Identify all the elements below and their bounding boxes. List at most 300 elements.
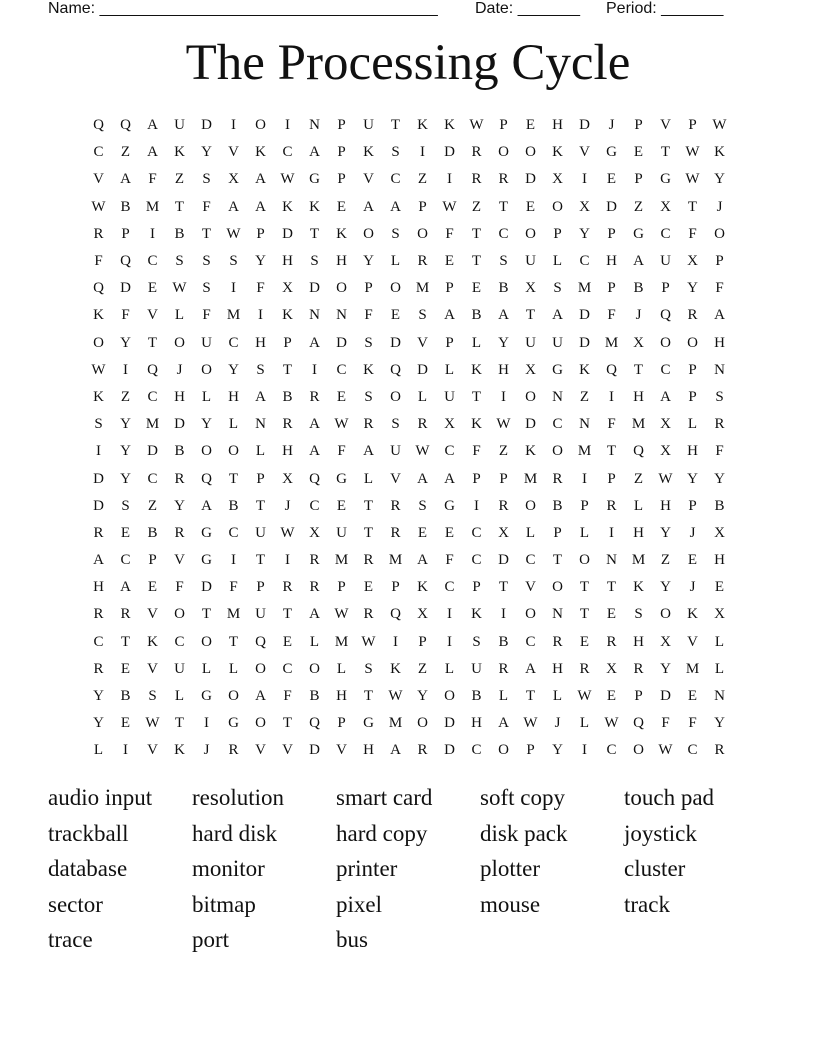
- grid-letter: L: [363, 470, 374, 487]
- grid-letter: F: [607, 307, 616, 324]
- grid-row: [85, 520, 735, 547]
- grid-letter: B: [498, 633, 509, 650]
- grid-letter: U: [255, 524, 266, 541]
- grid-letter: L: [201, 388, 212, 405]
- grid-letter: P: [499, 117, 508, 134]
- grid-letter: W: [145, 715, 160, 732]
- grid-letter: M: [631, 552, 646, 569]
- grid-letter: I: [447, 633, 452, 650]
- grid-letter: Z: [417, 171, 428, 188]
- grid-letter: Z: [633, 470, 644, 487]
- grid-row: [85, 275, 735, 302]
- grid-letter: U: [525, 253, 536, 270]
- grid-letter: H: [336, 688, 347, 705]
- grid-letter: W: [658, 742, 673, 759]
- grid-letter: M: [631, 416, 646, 433]
- grid-row: [85, 629, 735, 656]
- grid-letter: K: [174, 144, 185, 161]
- grid-letter: V: [255, 742, 266, 759]
- grid-letter: T: [174, 715, 185, 732]
- grid-letter: T: [174, 198, 185, 215]
- grid-letter: Q: [309, 470, 320, 487]
- grid-letter: C: [525, 633, 536, 650]
- date-field: Date: _______: [475, 0, 580, 17]
- grid-letter: F: [202, 198, 211, 215]
- grid-letter: W: [469, 117, 484, 134]
- grid-letter: I: [96, 443, 101, 460]
- grid-letter: A: [309, 144, 320, 161]
- grid-letter: F: [715, 280, 724, 297]
- grid-letter: W: [415, 443, 430, 460]
- grid-letter: U: [336, 524, 347, 541]
- grid-letter: P: [337, 117, 346, 134]
- grid-letter: D: [336, 334, 347, 351]
- grid-letter: T: [201, 606, 212, 623]
- grid-letter: R: [93, 524, 104, 541]
- grid-letter: V: [687, 633, 698, 650]
- grid-letter: T: [552, 552, 563, 569]
- grid-letter: K: [579, 361, 590, 378]
- grid-letter: V: [282, 742, 293, 759]
- grid-letter: Q: [93, 280, 104, 297]
- grid-letter: F: [202, 307, 211, 324]
- grid-letter: T: [255, 497, 266, 514]
- grid-letter: O: [93, 334, 104, 351]
- word-list-item: disk pack: [480, 820, 568, 846]
- grid-row: [85, 248, 735, 275]
- grid-row: [85, 656, 735, 683]
- grid-letter: D: [93, 470, 104, 487]
- grid-letter: T: [471, 253, 482, 270]
- grid-letter: V: [336, 742, 347, 759]
- grid-letter: M: [388, 715, 403, 732]
- grid-letter: M: [685, 660, 700, 677]
- grid-letter: E: [417, 524, 428, 541]
- grid-letter: O: [228, 688, 239, 705]
- grid-letter: Z: [660, 552, 671, 569]
- grid-letter: I: [447, 606, 452, 623]
- grid-letter: Y: [552, 742, 563, 759]
- grid-letter: M: [334, 552, 349, 569]
- grid-letter: A: [309, 334, 320, 351]
- grid-letter: I: [204, 715, 209, 732]
- grid-letter: A: [390, 198, 401, 215]
- grid-letter: M: [145, 198, 160, 215]
- grid-letter: W: [577, 688, 592, 705]
- grid-letter: G: [660, 171, 671, 188]
- grid-letter: X: [633, 334, 644, 351]
- grid-letter: B: [174, 225, 185, 242]
- grid-letter: M: [334, 633, 349, 650]
- grid-letter: X: [714, 606, 725, 623]
- grid-letter: Q: [660, 307, 671, 324]
- grid-letter: L: [714, 633, 725, 650]
- grid-letter: C: [471, 742, 482, 759]
- grid-letter: B: [282, 388, 293, 405]
- grid-letter: T: [363, 524, 374, 541]
- grid-letter: R: [309, 579, 320, 596]
- grid-row: [85, 194, 735, 221]
- grid-letter: R: [363, 416, 374, 433]
- grid-letter: Z: [498, 443, 509, 460]
- grid-letter: E: [714, 579, 725, 596]
- grid-letter: O: [201, 443, 212, 460]
- grid-letter: H: [282, 253, 293, 270]
- grid-letter: T: [471, 388, 482, 405]
- grid-letter: H: [363, 742, 374, 759]
- grid-letter: E: [606, 171, 617, 188]
- grid-letter: H: [336, 253, 347, 270]
- grid-letter: P: [472, 579, 481, 596]
- grid-row: [85, 438, 735, 465]
- word-list: [48, 780, 768, 958]
- grid-letter: R: [93, 660, 104, 677]
- grid-letter: K: [363, 361, 374, 378]
- grid-letter: L: [444, 660, 455, 677]
- grid-letter: L: [471, 334, 482, 351]
- grid-letter: H: [552, 660, 563, 677]
- grid-letter: P: [337, 144, 346, 161]
- grid-letter: A: [255, 688, 266, 705]
- grid-letter: N: [309, 117, 320, 134]
- grid-letter: C: [93, 144, 104, 161]
- grid-letter: U: [525, 334, 536, 351]
- grid-letter: Q: [390, 606, 401, 623]
- grid-letter: S: [418, 307, 427, 324]
- grid-letter: T: [579, 606, 590, 623]
- grid-letter: G: [201, 688, 212, 705]
- grid-letter: W: [658, 470, 673, 487]
- grid-letter: P: [256, 225, 265, 242]
- grid-letter: U: [201, 334, 212, 351]
- grid-letter: R: [498, 660, 509, 677]
- grid-letter: D: [309, 742, 320, 759]
- grid-letter: I: [285, 117, 290, 134]
- grid-letter: V: [147, 742, 158, 759]
- grid-letter: H: [714, 552, 725, 569]
- grid-letter: L: [417, 388, 428, 405]
- grid-letter: T: [390, 117, 401, 134]
- word-list-item: joystick: [624, 820, 697, 846]
- grid-row: [85, 384, 735, 411]
- grid-letter: V: [147, 606, 158, 623]
- grid-letter: P: [148, 552, 157, 569]
- grid-letter: U: [174, 660, 185, 677]
- grid-letter: H: [174, 388, 185, 405]
- grid-letter: U: [255, 606, 266, 623]
- grid-letter: N: [579, 416, 590, 433]
- grid-letter: K: [714, 144, 725, 161]
- grid-letter: W: [91, 361, 106, 378]
- grid-letter: L: [552, 688, 563, 705]
- grid-letter: H: [633, 524, 644, 541]
- period-field: Period: _______: [606, 0, 724, 17]
- grid-letter: V: [363, 171, 374, 188]
- grid-letter: V: [525, 579, 536, 596]
- grid-row: [85, 683, 735, 710]
- grid-letter: D: [282, 225, 293, 242]
- grid-letter: D: [390, 334, 401, 351]
- grid-row: [85, 330, 735, 357]
- grid-letter: L: [390, 253, 401, 270]
- grid-letter: I: [231, 117, 236, 134]
- grid-letter: S: [202, 171, 211, 188]
- grid-letter: K: [552, 144, 563, 161]
- grid-letter: H: [255, 334, 266, 351]
- grid-letter: W: [712, 117, 727, 134]
- grid-letter: C: [282, 660, 293, 677]
- grid-letter: X: [525, 361, 536, 378]
- grid-letter: C: [147, 470, 158, 487]
- grid-letter: O: [579, 552, 590, 569]
- grid-letter: L: [228, 416, 239, 433]
- word-list-item: database: [48, 856, 128, 882]
- grid-letter: O: [444, 688, 455, 705]
- word-list-item: hard copy: [336, 820, 428, 846]
- grid-letter: R: [363, 606, 374, 623]
- grid-letter: H: [606, 253, 617, 270]
- grid-row: [85, 302, 735, 329]
- grid-letter: P: [688, 117, 697, 134]
- grid-letter: O: [687, 334, 698, 351]
- grid-letter: A: [255, 388, 266, 405]
- grid-letter: M: [523, 470, 538, 487]
- grid-letter: N: [336, 307, 347, 324]
- grid-letter: N: [552, 388, 563, 405]
- word-list-item: soft copy: [480, 785, 565, 810]
- grid-letter: T: [579, 579, 590, 596]
- grid-letter: K: [687, 606, 698, 623]
- grid-letter: E: [606, 606, 617, 623]
- grid-letter: Y: [93, 688, 104, 705]
- grid-letter: P: [553, 524, 562, 541]
- grid-letter: H: [552, 117, 563, 134]
- grid-letter: P: [337, 715, 346, 732]
- grid-letter: V: [228, 144, 239, 161]
- grid-letter: C: [390, 171, 401, 188]
- grid-letter: A: [120, 171, 131, 188]
- grid-letter: N: [309, 307, 320, 324]
- grid-letter: Y: [498, 334, 509, 351]
- grid-letter: C: [660, 225, 671, 242]
- grid-letter: E: [579, 633, 590, 650]
- grid-letter: T: [120, 633, 131, 650]
- grid-letter: O: [552, 579, 563, 596]
- grid-letter: P: [472, 470, 481, 487]
- grid-letter: K: [282, 307, 293, 324]
- grid-letter: K: [255, 144, 266, 161]
- grid-letter: W: [388, 688, 403, 705]
- grid-letter: F: [364, 307, 373, 324]
- grid-letter: F: [607, 416, 616, 433]
- grid-letter: M: [577, 443, 592, 460]
- grid-letter: R: [714, 416, 725, 433]
- grid-letter: L: [228, 660, 239, 677]
- grid-letter: M: [415, 280, 430, 297]
- grid-letter: D: [498, 552, 509, 569]
- grid-letter: A: [309, 416, 320, 433]
- grid-letter: Q: [93, 117, 104, 134]
- grid-letter: M: [577, 280, 592, 297]
- grid-letter: B: [174, 443, 185, 460]
- grid-letter: P: [283, 334, 292, 351]
- grid-letter: X: [309, 524, 320, 541]
- grid-letter: S: [148, 688, 157, 705]
- grid-letter: E: [336, 198, 347, 215]
- grid-letter: P: [391, 579, 400, 596]
- grid-letter: Z: [147, 497, 158, 514]
- grid-letter: X: [525, 280, 536, 297]
- grid-letter: P: [607, 225, 616, 242]
- grid-letter: D: [174, 416, 185, 433]
- grid-letter: I: [582, 470, 587, 487]
- grid-letter: X: [552, 171, 563, 188]
- grid-letter: A: [228, 198, 239, 215]
- grid-letter: R: [579, 660, 590, 677]
- grid-letter: E: [525, 117, 536, 134]
- grid-letter: H: [714, 334, 725, 351]
- grid-letter: R: [309, 388, 320, 405]
- grid-letter: N: [714, 361, 725, 378]
- grid-letter: V: [390, 470, 401, 487]
- grid-row: [85, 601, 735, 628]
- grid-letter: A: [390, 742, 401, 759]
- grid-letter: C: [444, 443, 455, 460]
- grid-letter: M: [604, 334, 619, 351]
- grid-letter: S: [175, 253, 184, 270]
- word-list-item: sector: [48, 891, 103, 917]
- grid-letter: E: [633, 144, 644, 161]
- grid-letter: A: [201, 497, 212, 514]
- grid-letter: F: [229, 579, 238, 596]
- grid-letter: R: [552, 633, 563, 650]
- grid-letter: T: [660, 144, 671, 161]
- grid-letter: I: [609, 388, 614, 405]
- grid-letter: A: [147, 144, 158, 161]
- grid-letter: Z: [471, 198, 482, 215]
- grid-letter: B: [498, 280, 509, 297]
- grid-letter: V: [660, 117, 671, 134]
- grid-letter: H: [498, 361, 509, 378]
- grid-letter: K: [390, 660, 401, 677]
- grid-letter: R: [228, 742, 239, 759]
- grid-letter: Y: [714, 715, 725, 732]
- grid-letter: Q: [255, 633, 266, 650]
- grid-letter: U: [363, 117, 374, 134]
- grid-letter: L: [579, 715, 590, 732]
- grid-letter: Q: [120, 253, 131, 270]
- grid-letter: K: [336, 225, 347, 242]
- word-list-item: track: [624, 891, 670, 917]
- grid-letter: K: [471, 416, 482, 433]
- grid-row: [85, 221, 735, 248]
- word-list-item: cluster: [624, 856, 686, 882]
- grid-letter: I: [501, 388, 506, 405]
- grid-letter: D: [579, 334, 590, 351]
- grid-letter: G: [552, 361, 563, 378]
- grid-letter: R: [417, 253, 428, 270]
- grid-letter: D: [606, 198, 617, 215]
- grid-letter: B: [471, 688, 482, 705]
- grid-letter: O: [336, 280, 347, 297]
- grid-letter: W: [334, 416, 349, 433]
- grid-letter: J: [284, 497, 291, 514]
- word-list-item: bitmap: [192, 891, 256, 917]
- grid-letter: I: [474, 497, 479, 514]
- grid-letter: T: [606, 443, 617, 460]
- grid-letter: M: [226, 307, 241, 324]
- grid-letter: E: [336, 497, 347, 514]
- grid-letter: F: [688, 715, 697, 732]
- grid-letter: Q: [390, 361, 401, 378]
- grid-letter: U: [471, 660, 482, 677]
- grid-letter: A: [147, 117, 158, 134]
- letter-grid: [85, 112, 735, 765]
- grid-letter: M: [226, 606, 241, 623]
- grid-letter: I: [231, 552, 236, 569]
- grid-letter: K: [309, 198, 320, 215]
- grid-letter: Y: [255, 253, 266, 270]
- grid-letter: S: [391, 416, 400, 433]
- grid-letter: W: [685, 144, 700, 161]
- grid-letter: R: [471, 171, 482, 188]
- grid-letter: R: [390, 524, 401, 541]
- grid-letter: R: [606, 497, 617, 514]
- grid-letter: O: [363, 225, 374, 242]
- grid-letter: R: [498, 171, 509, 188]
- grid-row: [85, 493, 735, 520]
- word-list-item: mouse: [480, 891, 541, 917]
- grid-letter: T: [525, 307, 536, 324]
- grid-letter: A: [552, 307, 563, 324]
- grid-letter: X: [687, 253, 698, 270]
- grid-letter: Y: [120, 443, 131, 460]
- grid-letter: D: [444, 715, 455, 732]
- grid-letter: S: [310, 253, 319, 270]
- grid-letter: T: [201, 225, 212, 242]
- grid-letter: P: [688, 497, 697, 514]
- grid-letter: L: [336, 660, 347, 677]
- grid-letter: K: [417, 579, 428, 596]
- grid-row: [85, 547, 735, 574]
- grid-letter: P: [661, 280, 670, 297]
- grid-letter: R: [552, 470, 563, 487]
- grid-letter: T: [147, 334, 158, 351]
- grid-letter: W: [685, 171, 700, 188]
- grid-letter: O: [552, 443, 563, 460]
- grid-letter: R: [282, 416, 293, 433]
- grid-letter: J: [635, 307, 642, 324]
- grid-letter: L: [201, 660, 212, 677]
- grid-letter: F: [445, 552, 454, 569]
- grid-letter: R: [498, 497, 509, 514]
- grid-letter: D: [201, 117, 212, 134]
- grid-letter: T: [363, 497, 374, 514]
- grid-letter: P: [364, 280, 373, 297]
- grid-letter: U: [552, 334, 563, 351]
- grid-letter: O: [174, 606, 185, 623]
- grid-letter: R: [120, 606, 131, 623]
- grid-letter: O: [255, 660, 266, 677]
- grid-letter: T: [471, 225, 482, 242]
- student-info-header: [48, 0, 748, 20]
- grid-letter: R: [93, 225, 104, 242]
- grid-row: [85, 465, 735, 492]
- grid-letter: P: [634, 171, 643, 188]
- grid-letter: Q: [606, 361, 617, 378]
- grid-row: [85, 574, 735, 601]
- grid-letter: H: [687, 443, 698, 460]
